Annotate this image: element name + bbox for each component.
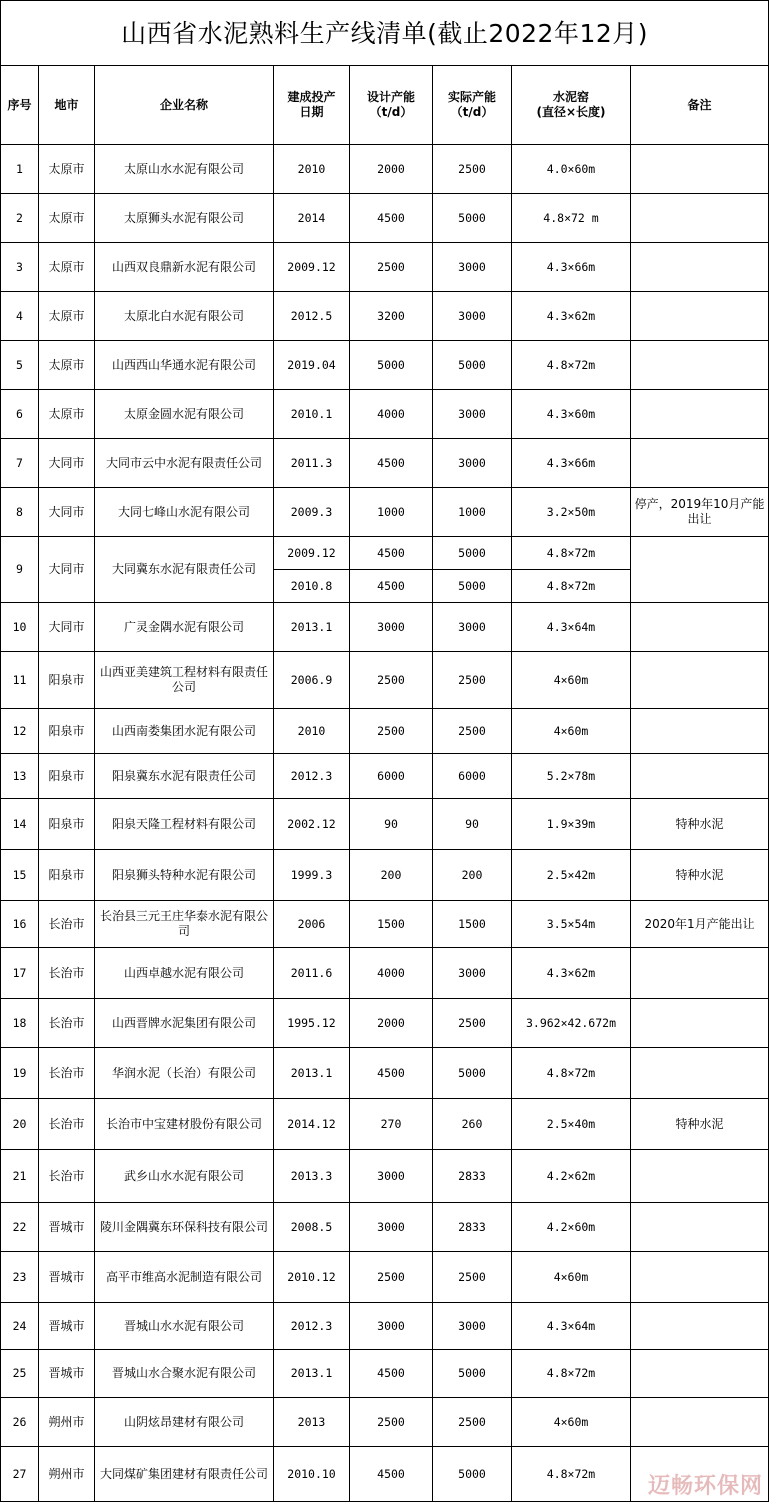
design-capacity-cell: 1500 [350, 901, 433, 948]
company-cell: 山西双良鼎新水泥有限公司 [95, 243, 274, 292]
city-cell: 太原市 [39, 243, 95, 292]
header-actual [433, 66, 512, 145]
city-cell: 晋城市 [39, 1303, 95, 1350]
design-capacity-cell: 2000 [350, 145, 433, 194]
header-design-line2: （t/d） [369, 105, 413, 119]
row-number: 10 [1, 603, 39, 652]
commission-date-cell: 2010.10 [274, 1447, 350, 1502]
header-kiln [512, 66, 631, 145]
city-cell: 太原市 [39, 390, 95, 439]
design-capacity-cell: 2500 [350, 1398, 433, 1447]
kiln-size-cell: 4×60m [512, 1398, 631, 1447]
row-number: 1 [1, 145, 39, 194]
commission-date-cell: 2011.6 [274, 948, 350, 999]
kiln-size-cell: 4.8×72m [512, 1350, 631, 1398]
commission-date-cell: 2019.04 [274, 341, 350, 390]
table-row [1, 194, 769, 243]
design-capacity-cell: 4500 [350, 1350, 433, 1398]
table-row [1, 754, 769, 799]
company-cell: 阳泉天隆工程材料有限公司 [95, 799, 274, 850]
row-number: 6 [1, 390, 39, 439]
design-capacity-cell: 4500 [350, 1048, 433, 1099]
note-cell [631, 292, 769, 341]
kiln-size-cell: 4.8×72 m [512, 194, 631, 243]
header-design-line1: 设计产能 [366, 90, 415, 104]
note-cell [631, 652, 769, 709]
kiln-size-cell: 4.3×64m [512, 603, 631, 652]
table-row [1, 145, 769, 194]
commission-date-cell: 2012.3 [274, 1303, 350, 1350]
commission-date-cell: 1999.3 [274, 850, 350, 901]
company-cell: 太原金圆水泥有限公司 [95, 390, 274, 439]
design-capacity-cell: 3200 [350, 292, 433, 341]
note-cell [631, 754, 769, 799]
company-cell: 大同市云中水泥有限责任公司 [95, 439, 274, 488]
actual-capacity-cell: 3000 [433, 243, 512, 292]
commission-date-cell: 2013.1 [274, 603, 350, 652]
company-cell: 山西卓越水泥有限公司 [95, 948, 274, 999]
commission-date-cell: 2008.5 [274, 1203, 350, 1252]
actual-capacity-cell: 6000 [433, 754, 512, 799]
actual-capacity-cell: 1000 [433, 488, 512, 537]
note-cell [631, 194, 769, 243]
note-cell [631, 603, 769, 652]
table-row [1, 948, 769, 999]
company-cell: 山西晋牌水泥集团有限公司 [95, 999, 274, 1048]
design-capacity-cell: 200 [350, 850, 433, 901]
note-cell [631, 439, 769, 488]
header-note: 备注 [631, 66, 769, 145]
city-cell: 长治市 [39, 999, 95, 1048]
actual-capacity-cell: 3000 [433, 439, 512, 488]
kiln-size-cell: 4.3×62m [512, 948, 631, 999]
actual-capacity-cell: 5000 [433, 1350, 512, 1398]
commission-date-cell: 2009.12 [274, 243, 350, 292]
row-number: 15 [1, 850, 39, 901]
table-row [1, 901, 769, 948]
design-capacity-cell: 5000 [350, 341, 433, 390]
city-cell: 太原市 [39, 194, 95, 243]
company-cell: 阳泉狮头特种水泥有限公司 [95, 850, 274, 901]
company-cell: 山阴炫昂建材有限公司 [95, 1398, 274, 1447]
city-cell: 长治市 [39, 948, 95, 999]
table-row [1, 1203, 769, 1252]
table-row [1, 292, 769, 341]
row-number: 17 [1, 948, 39, 999]
company-cell: 太原山水水泥有限公司 [95, 145, 274, 194]
actual-capacity-cell: 5000 [433, 570, 512, 603]
header-actual-line2: （t/d） [450, 105, 494, 119]
kiln-size-cell: 4.2×62m [512, 1150, 631, 1203]
city-cell: 阳泉市 [39, 850, 95, 901]
city-cell: 太原市 [39, 341, 95, 390]
row-number: 11 [1, 652, 39, 709]
kiln-size-cell: 4×60m [512, 652, 631, 709]
row-number: 2 [1, 194, 39, 243]
kiln-size-cell: 3.2×50m [512, 488, 631, 537]
design-capacity-cell: 3000 [350, 1150, 433, 1203]
kiln-size-cell: 4.8×72m [512, 570, 631, 603]
header-kiln-line1: 水泥窑 [552, 90, 589, 104]
header-design [350, 66, 433, 145]
city-cell: 阳泉市 [39, 754, 95, 799]
commission-date-cell: 2010 [274, 145, 350, 194]
city-cell: 大同市 [39, 439, 95, 488]
note-cell [631, 1048, 769, 1099]
header-city: 地市 [39, 66, 95, 145]
table-row [1, 709, 769, 754]
city-cell: 朔州市 [39, 1398, 95, 1447]
note-cell: 特种水泥 [631, 850, 769, 901]
commission-date-cell: 2013.1 [274, 1048, 350, 1099]
actual-capacity-cell: 5000 [433, 537, 512, 570]
table-row [1, 341, 769, 390]
row-number: 9 [1, 537, 39, 603]
table-row [1, 850, 769, 901]
actual-capacity-cell: 2833 [433, 1150, 512, 1203]
actual-capacity-cell: 200 [433, 850, 512, 901]
row-number: 19 [1, 1048, 39, 1099]
city-cell: 晋城市 [39, 1252, 95, 1303]
note-cell: 停产，2019年10月产能出让 [631, 488, 769, 537]
commission-date-cell: 2010 [274, 709, 350, 754]
actual-capacity-cell: 5000 [433, 1447, 512, 1502]
actual-capacity-cell: 5000 [433, 194, 512, 243]
actual-capacity-cell: 2500 [433, 709, 512, 754]
header-date [274, 66, 350, 145]
actual-capacity-cell: 2500 [433, 1398, 512, 1447]
actual-capacity-cell: 3000 [433, 390, 512, 439]
commission-date-cell: 2012.5 [274, 292, 350, 341]
commission-date-cell: 2013 [274, 1398, 350, 1447]
kiln-size-cell: 4.2×60m [512, 1203, 631, 1252]
table-row [1, 390, 769, 439]
row-number: 3 [1, 243, 39, 292]
city-cell: 大同市 [39, 603, 95, 652]
header-kiln-line2: (直径×长度) [536, 105, 606, 119]
company-cell: 太原狮头水泥有限公司 [95, 194, 274, 243]
city-cell: 阳泉市 [39, 652, 95, 709]
city-cell: 长治市 [39, 901, 95, 948]
city-cell: 长治市 [39, 1150, 95, 1203]
page-title: 山西省水泥熟料生产线清单(截止2022年12月) [1, 1, 769, 66]
city-cell: 晋城市 [39, 1203, 95, 1252]
actual-capacity-cell: 3000 [433, 1303, 512, 1350]
commission-date-cell: 2013.1 [274, 1350, 350, 1398]
row-number: 24 [1, 1303, 39, 1350]
note-cell: 2020年1月产能出让 [631, 901, 769, 948]
design-capacity-cell: 2500 [350, 1252, 433, 1303]
design-capacity-cell: 4500 [350, 537, 433, 570]
note-cell: 特种水泥 [631, 799, 769, 850]
company-cell: 高平市维高水泥制造有限公司 [95, 1252, 274, 1303]
city-cell: 大同市 [39, 537, 95, 603]
table-row [1, 1048, 769, 1099]
company-cell: 山西南娄集团水泥有限公司 [95, 709, 274, 754]
table-row [1, 1252, 769, 1303]
company-cell: 华润水泥（长治）有限公司 [95, 1048, 274, 1099]
company-cell: 大同冀东水泥有限责任公司 [95, 537, 274, 603]
note-cell [631, 1203, 769, 1252]
city-cell: 太原市 [39, 292, 95, 341]
design-capacity-cell: 90 [350, 799, 433, 850]
design-capacity-cell: 4500 [350, 194, 433, 243]
commission-date-cell: 2012.3 [274, 754, 350, 799]
company-cell: 长治县三元王庄华泰水泥有限公司 [95, 901, 274, 948]
note-cell [631, 709, 769, 754]
design-capacity-cell: 2000 [350, 999, 433, 1048]
design-capacity-cell: 270 [350, 1099, 433, 1150]
kiln-size-cell: 4.3×66m [512, 243, 631, 292]
row-number: 20 [1, 1099, 39, 1150]
row-number: 5 [1, 341, 39, 390]
header-company: 企业名称 [95, 66, 274, 145]
table-row [1, 537, 769, 570]
actual-capacity-cell: 5000 [433, 1048, 512, 1099]
commission-date-cell: 2010.8 [274, 570, 350, 603]
company-cell: 晋城山水水泥有限公司 [95, 1303, 274, 1350]
header-actual-line1: 实际产能 [447, 90, 496, 104]
commission-date-cell: 2013.3 [274, 1150, 350, 1203]
kiln-size-cell: 4.0×60m [512, 145, 631, 194]
design-capacity-cell: 4000 [350, 948, 433, 999]
commission-date-cell: 2010.1 [274, 390, 350, 439]
table-row [1, 243, 769, 292]
note-cell [631, 999, 769, 1048]
table-row [1, 1398, 769, 1447]
note-cell [631, 390, 769, 439]
company-cell: 大同煤矿集团建材有限责任公司 [95, 1447, 274, 1502]
commission-date-cell: 2006.9 [274, 652, 350, 709]
company-cell: 山西亚美建筑工程材料有限责任公司 [95, 652, 274, 709]
table-row [1, 488, 769, 537]
company-cell: 阳泉冀东水泥有限责任公司 [95, 754, 274, 799]
company-cell: 陵川金隅冀东环保科技有限公司 [95, 1203, 274, 1252]
kiln-size-cell: 4.8×72m [512, 341, 631, 390]
table-row [1, 1150, 769, 1203]
header-date-line1: 建成投产 [287, 90, 336, 104]
kiln-size-cell: 3.5×54m [512, 901, 631, 948]
company-cell: 太原北白水泥有限公司 [95, 292, 274, 341]
note-cell [631, 948, 769, 999]
note-cell [631, 1350, 769, 1398]
commission-date-cell: 2006 [274, 901, 350, 948]
kiln-size-cell: 3.962×42.672m [512, 999, 631, 1048]
design-capacity-cell: 2500 [350, 652, 433, 709]
row-number: 25 [1, 1350, 39, 1398]
table-row [1, 799, 769, 850]
kiln-size-cell: 4.3×66m [512, 439, 631, 488]
actual-capacity-cell: 90 [433, 799, 512, 850]
company-cell: 大同七峰山水泥有限公司 [95, 488, 274, 537]
company-cell: 山西西山华通水泥有限公司 [95, 341, 274, 390]
kiln-size-cell: 4.3×64m [512, 1303, 631, 1350]
table-row [1, 603, 769, 652]
actual-capacity-cell: 3000 [433, 292, 512, 341]
commission-date-cell: 1995.12 [274, 999, 350, 1048]
company-cell: 晋城山水合聚水泥有限公司 [95, 1350, 274, 1398]
company-cell: 长治市中宝建材股份有限公司 [95, 1099, 274, 1150]
note-cell [631, 537, 769, 603]
row-number: 12 [1, 709, 39, 754]
table-body [1, 145, 769, 1502]
row-number: 8 [1, 488, 39, 537]
row-number: 4 [1, 292, 39, 341]
design-capacity-cell: 4500 [350, 439, 433, 488]
watermark-text: 迈畅环保网 [647, 1474, 763, 1499]
actual-capacity-cell: 5000 [433, 341, 512, 390]
design-capacity-cell: 4000 [350, 390, 433, 439]
kiln-size-cell: 4×60m [512, 1252, 631, 1303]
city-cell: 长治市 [39, 1099, 95, 1150]
design-capacity-cell: 1000 [350, 488, 433, 537]
table-row [1, 1350, 769, 1398]
design-capacity-cell: 2500 [350, 243, 433, 292]
actual-capacity-cell: 260 [433, 1099, 512, 1150]
design-capacity-cell: 3000 [350, 1203, 433, 1252]
actual-capacity-cell: 2500 [433, 652, 512, 709]
kiln-size-cell: 5.2×78m [512, 754, 631, 799]
commission-date-cell: 2009.3 [274, 488, 350, 537]
table-row [1, 999, 769, 1048]
note-cell [631, 145, 769, 194]
kiln-size-cell: 2.5×42m [512, 850, 631, 901]
city-cell: 阳泉市 [39, 709, 95, 754]
row-number: 16 [1, 901, 39, 948]
kiln-size-cell: 4×60m [512, 709, 631, 754]
kiln-size-cell: 4.3×60m [512, 390, 631, 439]
note-cell [631, 1150, 769, 1203]
commission-date-cell: 2010.12 [274, 1252, 350, 1303]
commission-date-cell: 2014 [274, 194, 350, 243]
city-cell: 长治市 [39, 1048, 95, 1099]
kiln-size-cell: 4.8×72m [512, 1447, 631, 1502]
city-cell: 阳泉市 [39, 799, 95, 850]
city-cell: 太原市 [39, 145, 95, 194]
table-row [1, 1099, 769, 1150]
kiln-size-cell: 1.9×39m [512, 799, 631, 850]
kiln-size-cell: 2.5×40m [512, 1099, 631, 1150]
actual-capacity-cell: 2500 [433, 1252, 512, 1303]
actual-capacity-cell: 2833 [433, 1203, 512, 1252]
city-cell: 大同市 [39, 488, 95, 537]
note-cell [631, 243, 769, 292]
note-cell [631, 1398, 769, 1447]
note-cell: 特种水泥 [631, 1099, 769, 1150]
row-number: 13 [1, 754, 39, 799]
row-number: 14 [1, 799, 39, 850]
row-number: 26 [1, 1398, 39, 1447]
table-row [1, 1303, 769, 1350]
kiln-size-cell: 4.8×72m [512, 1048, 631, 1099]
actual-capacity-cell: 2500 [433, 999, 512, 1048]
commission-date-cell: 2009.12 [274, 537, 350, 570]
header-date-line2: 日期 [299, 105, 324, 119]
city-cell: 晋城市 [39, 1350, 95, 1398]
design-capacity-cell: 4500 [350, 570, 433, 603]
commission-date-cell: 2002.12 [274, 799, 350, 850]
design-capacity-cell: 6000 [350, 754, 433, 799]
actual-capacity-cell: 3000 [433, 603, 512, 652]
note-cell [631, 1303, 769, 1350]
table-row [1, 439, 769, 488]
company-cell: 武乡山水水泥有限公司 [95, 1150, 274, 1203]
row-number: 7 [1, 439, 39, 488]
kiln-size-cell: 4.3×62m [512, 292, 631, 341]
city-cell: 朔州市 [39, 1447, 95, 1502]
design-capacity-cell: 2500 [350, 709, 433, 754]
kiln-size-cell: 4.8×72m [512, 537, 631, 570]
header-no: 序号 [1, 66, 39, 145]
note-cell [631, 341, 769, 390]
table-row [1, 652, 769, 709]
row-number: 18 [1, 999, 39, 1048]
actual-capacity-cell: 2500 [433, 145, 512, 194]
design-capacity-cell: 4500 [350, 1447, 433, 1502]
note-cell [631, 1252, 769, 1303]
commission-date-cell: 2014.12 [274, 1099, 350, 1150]
actual-capacity-cell: 3000 [433, 948, 512, 999]
design-capacity-cell: 3000 [350, 1303, 433, 1350]
design-capacity-cell: 3000 [350, 603, 433, 652]
company-cell: 广灵金隅水泥有限公司 [95, 603, 274, 652]
actual-capacity-cell: 1500 [433, 901, 512, 948]
commission-date-cell: 2011.3 [274, 439, 350, 488]
row-number: 23 [1, 1252, 39, 1303]
row-number: 22 [1, 1203, 39, 1252]
row-number: 27 [1, 1447, 39, 1502]
row-number: 21 [1, 1150, 39, 1203]
